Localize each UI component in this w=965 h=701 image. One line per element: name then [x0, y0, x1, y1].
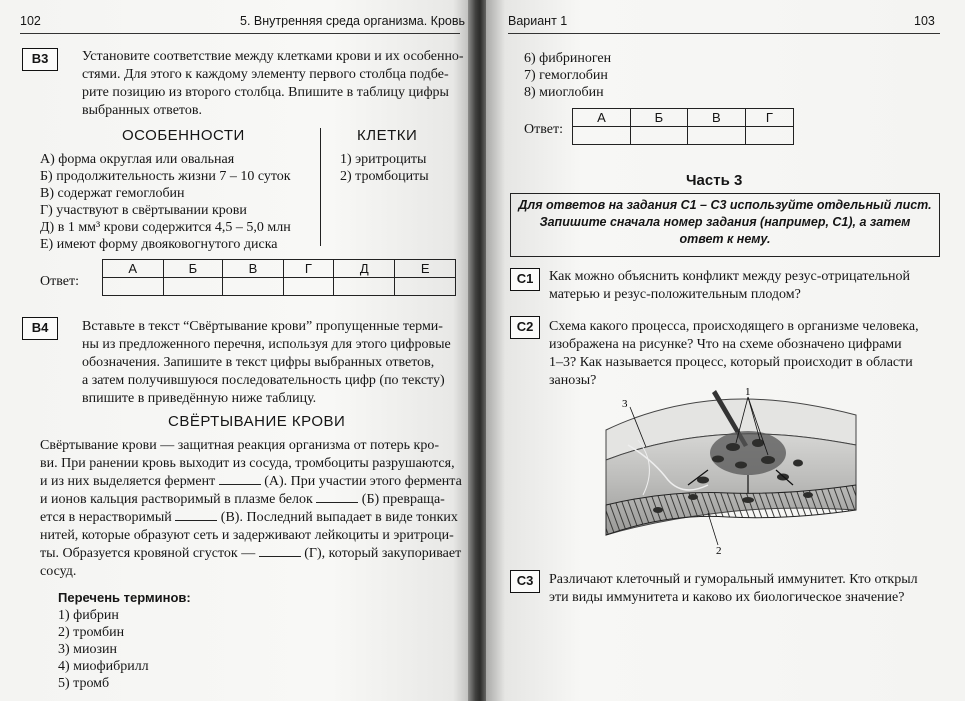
- answer-label: Ответ:: [40, 274, 79, 289]
- answer-cell[interactable]: [630, 127, 687, 145]
- answer-column-header: Г: [745, 109, 793, 127]
- inflammation-zone: [710, 431, 786, 475]
- passage-line: [40, 491, 445, 509]
- leukocyte: [712, 456, 724, 463]
- cells-heading: КЛЕТКИ: [357, 127, 418, 144]
- feature-item: Г) участвуют в свёртывании крови: [40, 203, 247, 218]
- answer-cell[interactable]: [395, 278, 456, 296]
- b3-text-line: выбранных ответов.: [82, 103, 202, 118]
- passage-line: ви. При ранении кровь выходит из сосуда, тромбоциты разрушаются,: [40, 456, 455, 471]
- figure-label-3: 3: [622, 398, 628, 410]
- answer-cell[interactable]: [745, 127, 793, 145]
- leukocyte: [653, 507, 663, 513]
- b4-text-line: ны из предложенного перечня, используя для этого цифровые: [82, 337, 451, 352]
- instruction-line: Для ответов на задания С1 – С3 используйте отдельный лист.: [518, 198, 932, 212]
- left-running-head: 5. Внутренняя среда организма. Кровь: [240, 14, 466, 28]
- answer-column-header: В: [223, 260, 284, 278]
- term-item: 6) фибриноген: [524, 51, 612, 66]
- b4-text-line: Вставьте в текст “Свёртывание крови” пропущенные терми-: [82, 319, 443, 334]
- passage-line: [40, 473, 462, 491]
- answer-column-header: Д: [334, 260, 395, 278]
- term-item: 5) тромб: [58, 676, 110, 691]
- blank-b[interactable]: [316, 491, 358, 503]
- text-title: СВЁРТЫВАНИЕ КРОВИ: [168, 413, 346, 430]
- passage-fragment: ется в нерастворимый: [40, 510, 172, 525]
- leukocyte: [726, 443, 740, 451]
- passage-line: сосуд.: [40, 564, 77, 579]
- blank-g[interactable]: [259, 545, 301, 557]
- passage-fragment: (В). Последний выпадает в виде тонких: [220, 510, 458, 525]
- leukocyte: [688, 494, 698, 500]
- left-page: [0, 0, 472, 701]
- passage-fragment: (А). При участии этого фермента: [264, 474, 462, 489]
- answer-cell[interactable]: [573, 127, 631, 145]
- right-page: [486, 0, 965, 701]
- term-item: 4) миофибрилл: [58, 659, 149, 674]
- b3-text-line: Установите соответствие между клетками крови и их особенно-: [82, 49, 464, 64]
- pointer-2: [708, 513, 718, 545]
- passage-fragment: ты. Образуется кровяной сгусток —: [40, 546, 256, 561]
- right-header-rule: [508, 33, 940, 34]
- answer-column-header: Е: [395, 260, 456, 278]
- answer-cell[interactable]: [334, 278, 395, 296]
- leukocyte: [803, 492, 813, 498]
- b4-answer-table: [572, 108, 794, 145]
- blank-v[interactable]: [175, 509, 217, 521]
- leukocyte: [742, 497, 754, 503]
- answer-cell[interactable]: [223, 278, 284, 296]
- terms-heading: Перечень терминов:: [58, 590, 191, 605]
- b3-answer-table: [102, 259, 456, 296]
- answer-cell[interactable]: [687, 127, 745, 145]
- passage-line: [40, 509, 458, 527]
- figure-label-2: 2: [716, 545, 722, 555]
- answer-column-header: А: [573, 109, 631, 127]
- b4-text-line: обозначения. Запишите в текст цифры выбранных ответов,: [82, 355, 435, 370]
- task-tag-c1: С1: [510, 268, 540, 291]
- b4-text-line: а затем получившуюся последовательность цифр (по тексту): [82, 373, 445, 388]
- c3-text-line: эти виды иммунитета и каково их биологическое значение?: [549, 590, 905, 605]
- c1-text-line: Как можно объяснить конфликт между резус-отрицательной: [549, 269, 911, 284]
- c2-text-line: 1–3? Как называется процесс, который происходит в области: [549, 355, 913, 370]
- answer-column-header: В: [687, 109, 745, 127]
- left-page-number: 102: [20, 14, 41, 28]
- answer-cell[interactable]: [163, 278, 223, 296]
- instruction-line: Запишите сначала номер задания (например, С1), а затем: [539, 215, 911, 229]
- answer-cell[interactable]: [283, 278, 333, 296]
- answer-label: Ответ:: [524, 122, 563, 137]
- features-heading: ОСОБЕННОСТИ: [122, 127, 245, 144]
- leukocyte: [761, 456, 775, 464]
- passage-fragment: и ионов кальция растворимый в плазме белок: [40, 492, 313, 507]
- task-tag-b3: В3: [22, 48, 58, 71]
- c2-text-line: занозы?: [549, 373, 597, 388]
- b3-text-line: рите позицию из второго столбца. Впишите в таблицу цифры: [82, 85, 449, 100]
- cell-item: 2) тромбоциты: [340, 169, 429, 184]
- passage-line: [40, 545, 461, 563]
- blank-a[interactable]: [219, 473, 261, 485]
- column-divider: [320, 128, 321, 246]
- feature-item: В) содержат гемоглобин: [40, 186, 185, 201]
- right-running-head: Вариант 1: [508, 14, 568, 28]
- feature-item: Е) имеют форму двояковогнутого диска: [40, 237, 278, 252]
- c2-text-line: изображена на рисунке? Что на схеме обозначено цифрами: [549, 337, 902, 352]
- term-item: 2) тромбин: [58, 625, 125, 640]
- task-tag-c3: С3: [510, 570, 540, 593]
- answer-column-header: Б: [630, 109, 687, 127]
- answer-cell[interactable]: [103, 278, 164, 296]
- instruction-box: [510, 193, 940, 257]
- cell-item: 1) эритроциты: [340, 152, 427, 167]
- task-tag-c2: С2: [510, 316, 540, 339]
- left-header-rule: [20, 33, 460, 34]
- passage-fragment: (Г), который закупоривает: [304, 546, 462, 561]
- leukocyte: [752, 439, 764, 447]
- right-page-number: 103: [914, 14, 935, 28]
- passage-line: нитей, которые образуют сеть и задерживают лейкоциты и эритроци-: [40, 528, 454, 543]
- answer-column-header: Г: [283, 260, 333, 278]
- passage-fragment: и из них выделяется фермент: [40, 474, 216, 489]
- c3-text-line: Различают клеточный и гуморальный иммунитет. Кто открыл: [549, 572, 918, 587]
- answer-column-header: А: [103, 260, 164, 278]
- term-item: 7) гемоглобин: [524, 68, 608, 83]
- part-title: Часть 3: [686, 172, 743, 189]
- b3-text-line: стями. Для этого к каждому элементу первого столбца подбе-: [82, 67, 449, 82]
- figure-label-1: 1: [745, 386, 751, 398]
- c1-text-line: матерью и резус-положительным плодом?: [549, 287, 801, 302]
- c2-text-line: Схема какого процесса, происходящего в организме человека,: [549, 319, 919, 334]
- feature-item: Д) в 1 мм³ крови содержится 4,5 – 5,0 млн: [40, 220, 291, 235]
- term-item: 1) фибрин: [58, 608, 119, 623]
- leukocyte: [735, 462, 747, 469]
- answer-column-header: Б: [163, 260, 223, 278]
- phagocytosis-figure: [598, 385, 863, 555]
- passage-line: Свёртывание крови — защитная реакция организма от потерь кро-: [40, 438, 440, 453]
- feature-item: Б) продолжительность жизни 7 – 10 суток: [40, 169, 291, 184]
- feature-item: А) форма округлая или овальная: [40, 152, 235, 167]
- passage-fragment: (Б) превраща-: [361, 492, 445, 507]
- leukocyte: [793, 460, 803, 467]
- instruction-line: ответ к нему.: [679, 232, 771, 246]
- term-item: 3) миозин: [58, 642, 118, 657]
- term-item: 8) миоглобин: [524, 85, 604, 100]
- b4-text-line: впишите в приведённую ниже таблицу.: [82, 391, 317, 406]
- task-tag-b4: В4: [22, 317, 58, 340]
